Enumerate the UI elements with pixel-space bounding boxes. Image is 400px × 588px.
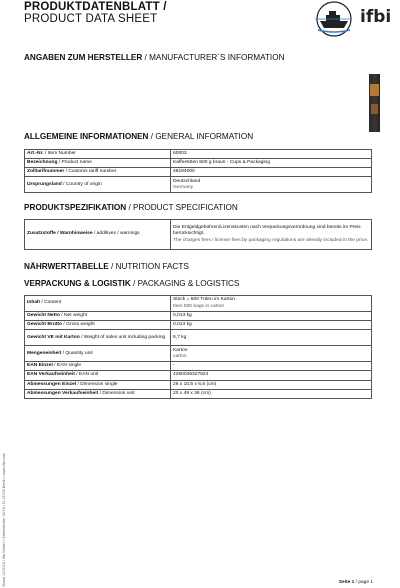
row-label: Abmessungen Einzel / Dimension single [25, 380, 171, 389]
ship-icon [314, 1, 360, 37]
table-row [25, 150, 372, 159]
row-value-translation: carton [173, 353, 187, 359]
table-row [25, 177, 372, 193]
row-value-translation: Item 500 bags in carton [173, 303, 225, 309]
row-value-translation: Germany [173, 184, 194, 190]
row-label: Zolltarifnummer / Customs tariff number [25, 168, 171, 177]
row-value: Deutschland Germany [171, 177, 372, 193]
row-value: 48194000 [171, 168, 372, 177]
table-row [25, 312, 372, 321]
table-row [25, 346, 372, 362]
table-row [25, 296, 372, 312]
section-packaging: VERPACKUNG & LOGISTIK / PACKAGING & LOGISTICS [24, 279, 240, 288]
row-value-translation: The charges fees / license fees by packaging regulations are already included in the price. [173, 237, 369, 243]
row-value: Kaffeetüten 500 g braun - Cups & Packaging [171, 159, 372, 168]
row-label: Zusatzstoffe / Warnhinweise / additives / warnings [25, 220, 171, 250]
section-general: ALLGEMEINE INFORMATIONEN / GENERAL INFORMATION [24, 132, 254, 141]
row-label: Art.-Nr. / Item Number [25, 150, 171, 159]
row-label: Gewicht Netto / Net weight [25, 312, 171, 321]
row-label: EAN Verkaufseinheit / EAN unit [25, 371, 171, 380]
product-image [369, 74, 380, 132]
section-manufacturer: ANGABEN ZUM HERSTELLER / MANUFACTURER´S INFORMATION [24, 53, 285, 62]
table-row [25, 389, 372, 398]
row-value: 4250046327524 [171, 371, 372, 380]
side-imprint: Stand 12/2016 • ifbi GmbH • Ahrenstraße 15/16 • D-13753 Berlin • www.ifbi.com [2, 452, 6, 587]
row-value: 20 x 49 x 36 (cm) [171, 389, 372, 398]
row-label: Abmessungen Verkaufseinheit / Dimension unit [25, 389, 171, 398]
row-value: Die Entgeldgebühren/Lizenskosten nach Verpackungsverordnung sind bereits im Preis berücksichtigt. The charges fees / license fees by packaging regulations are already included in the price. [171, 220, 372, 250]
table-row [25, 220, 372, 250]
general-info-table [24, 149, 372, 193]
row-label: Gewicht VE mit Karton / Weight of sales unit including packing [25, 330, 171, 346]
page-title: PRODUKTDATENBLATT / [24, 1, 167, 13]
row-value: 60003 [171, 150, 372, 159]
table-row [25, 321, 372, 330]
page-subtitle: PRODUCT DATA SHEET [24, 13, 158, 25]
row-label: Ursprungsland / Country of origin [25, 177, 171, 193]
ifbi-logo [314, 1, 396, 37]
row-value: 26 x 10,5 x 6,5 (cm) [171, 380, 372, 389]
row-label: Mengeneinheit / Quantity unit [25, 346, 171, 362]
section-specification: PRODUKTSPEZIFIKATION / PRODUCT SPECIFICATION [24, 203, 238, 212]
row-label: Bezeichnung / Product name [25, 159, 171, 168]
row-value: 0,013 kg [171, 321, 372, 330]
table-row [25, 362, 372, 371]
row-value: 0,013 kg [171, 312, 372, 321]
specification-table [24, 219, 372, 250]
row-label: EAN Einzel / EAN single [25, 362, 171, 371]
row-value: - [171, 362, 372, 371]
table-row [25, 380, 372, 389]
logo-text: ifbi [360, 7, 392, 27]
row-value: Karton carton [171, 346, 372, 362]
section-nutrition: NÄHRWERTTABELLE / NUTRITION FACTS [24, 262, 189, 271]
page-number: Seite 1 / page 1 [338, 580, 373, 585]
row-value: Stück = 500 Tüten im Karton Item 500 bags in carton [171, 296, 372, 312]
table-row [25, 371, 372, 380]
row-value: 6,7 kg [171, 330, 372, 346]
table-row [25, 168, 372, 177]
row-label: Gewicht Brutto / Gross weight [25, 321, 171, 330]
table-row [25, 330, 372, 346]
row-label: Inhalt / Content [25, 296, 171, 312]
packaging-table [24, 295, 372, 399]
table-row [25, 159, 372, 168]
